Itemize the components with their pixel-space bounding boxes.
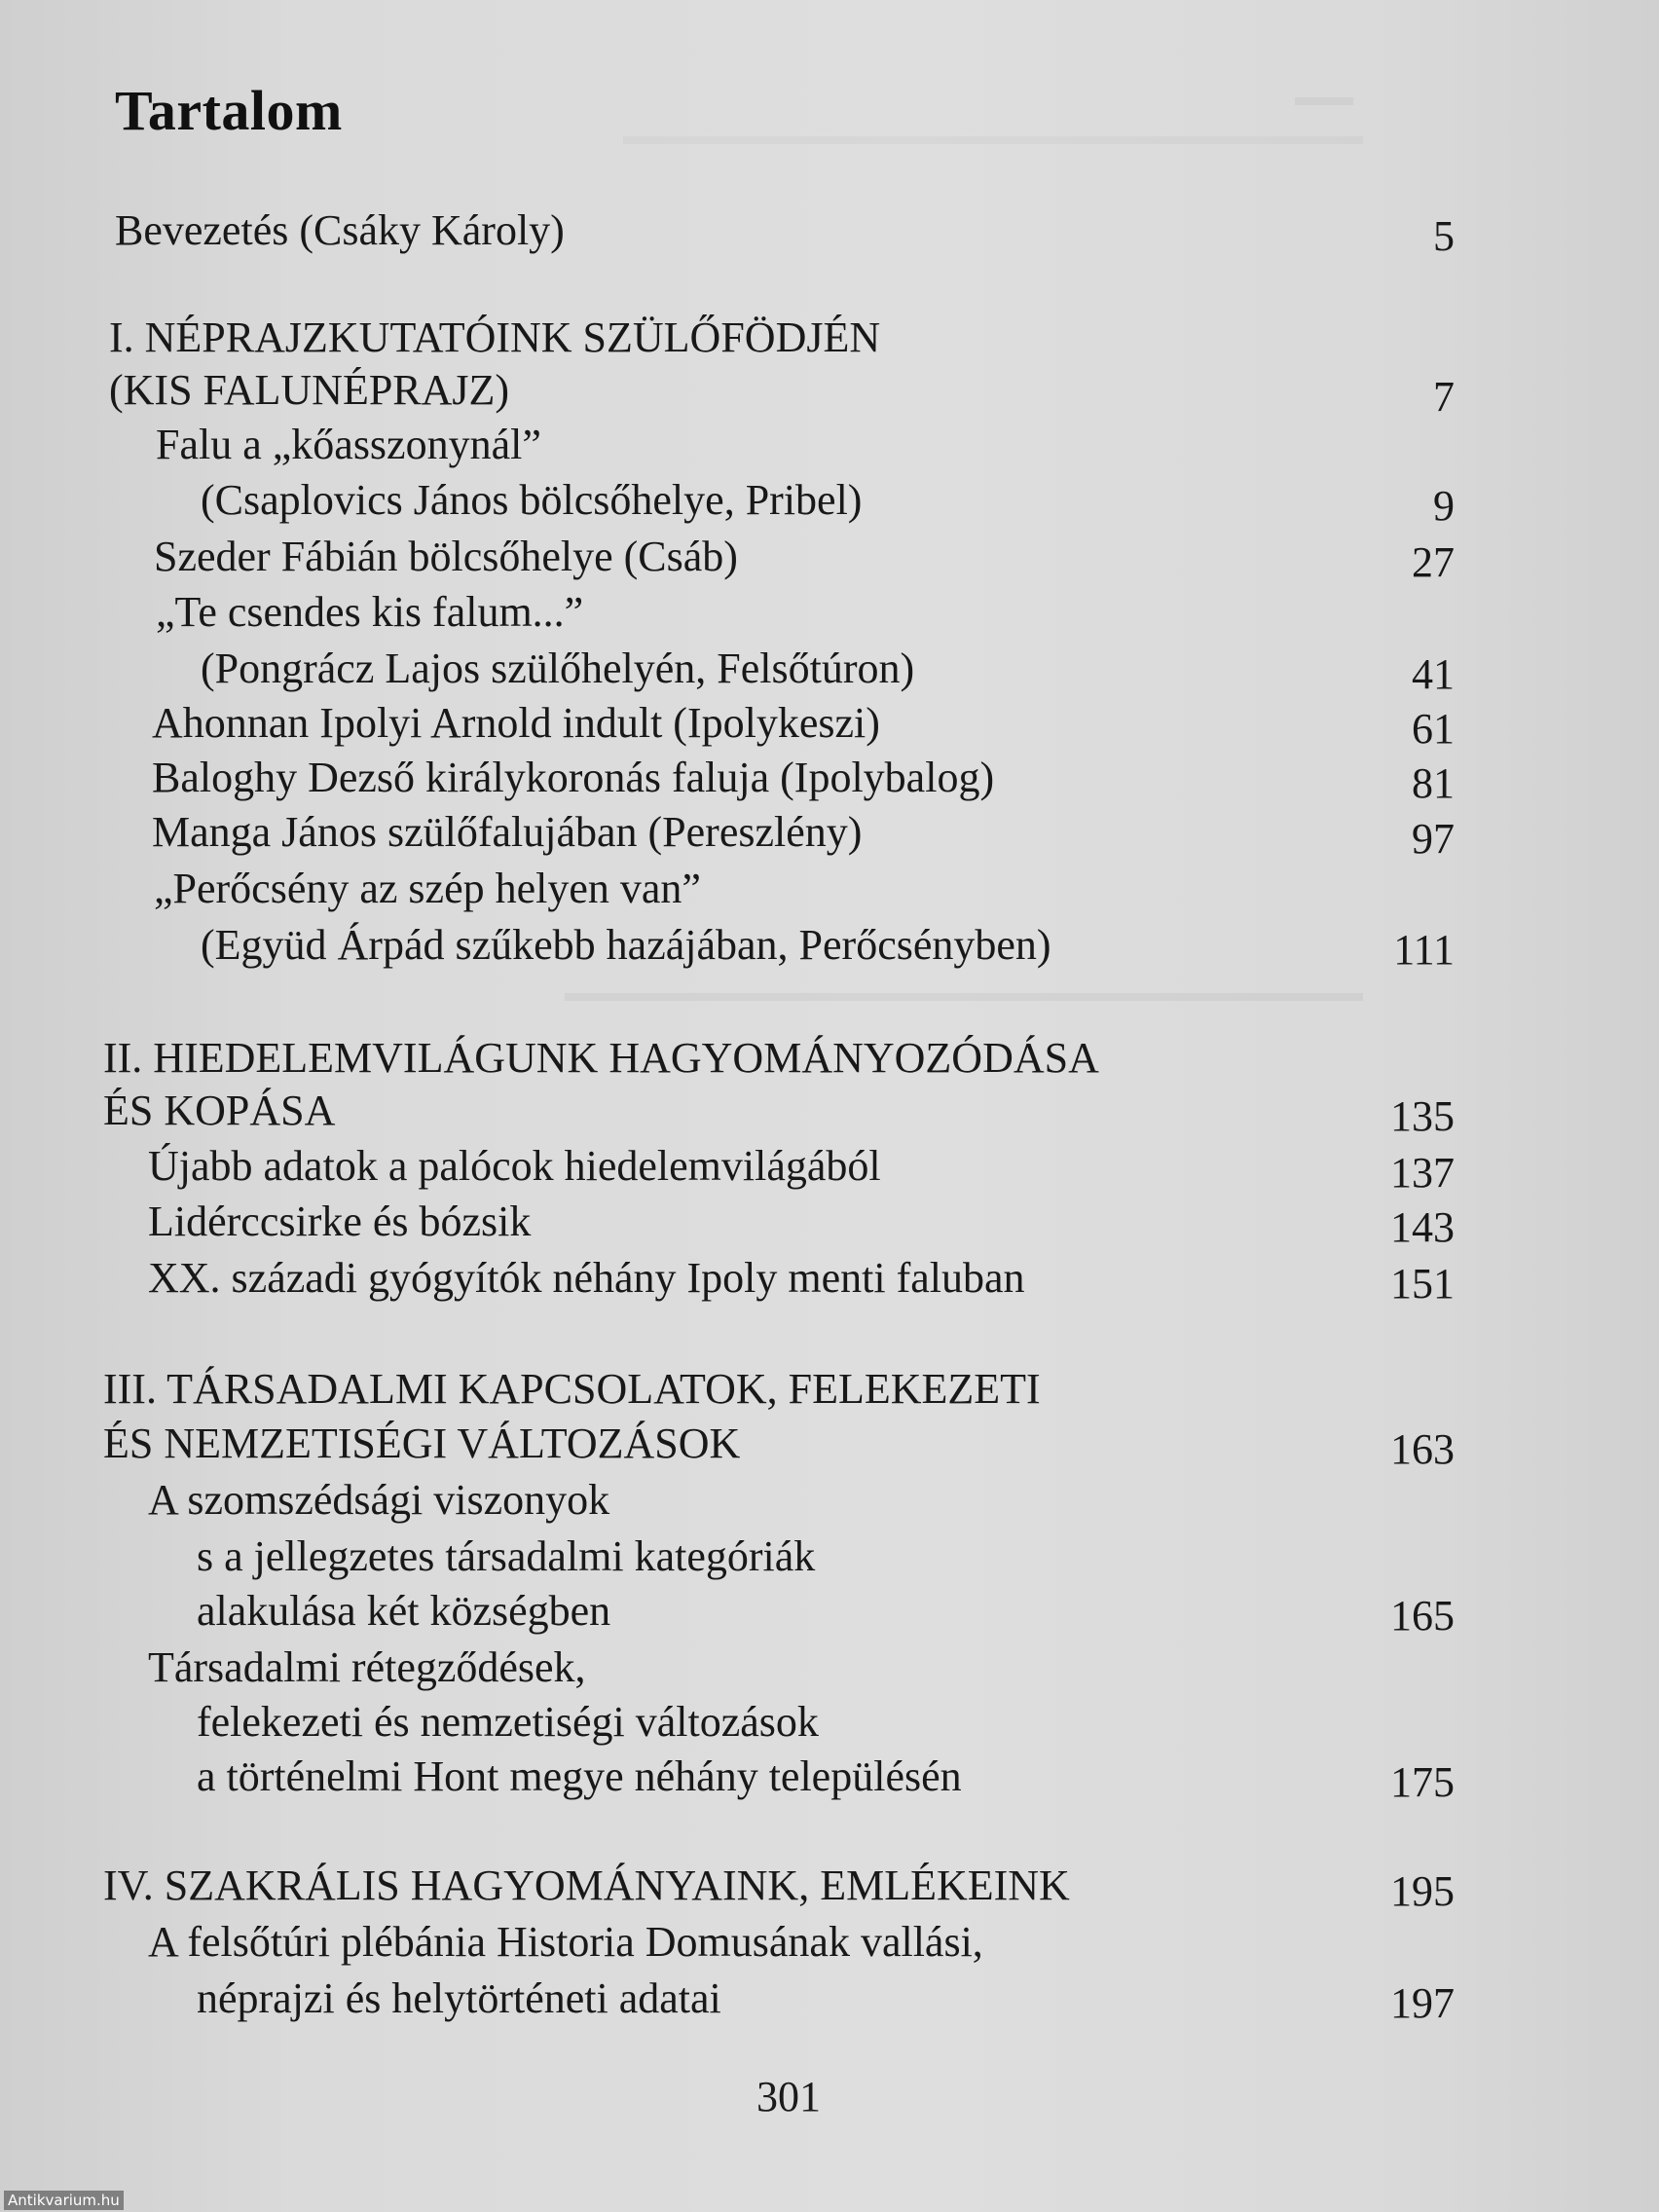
toc-section-heading: III. TÁRSADALMI KAPCSOLATOK, FELEKEZETI bbox=[103, 1365, 1041, 1413]
toc-entry-text: felekezeti és nemzetiségi változások bbox=[197, 1698, 819, 1746]
watermark: Antikvarium.hu bbox=[4, 2191, 124, 2210]
toc-entry-text: „Perőcsény az szép helyen van” bbox=[154, 865, 701, 912]
toc-entry-text: Ahonnan Ipolyi Arnold indult (Ipolykeszi) bbox=[152, 699, 880, 747]
toc-entry-page: 81 bbox=[1412, 759, 1455, 807]
toc-section-heading: (KIS FALUNÉPRAJZ) bbox=[109, 366, 510, 414]
toc-entry-text: A felsőtúri plébánia Historia Domusának vallási, bbox=[148, 1918, 983, 1966]
toc-entry-page: 111 bbox=[1393, 926, 1455, 974]
toc-entry-page: 5 bbox=[1433, 212, 1455, 260]
toc-entry-page: 137 bbox=[1390, 1149, 1455, 1197]
toc-entry-text: s a jellegzetes társadalmi kategóriák bbox=[197, 1532, 816, 1580]
toc-entry-text: XX. századi gyógyítók néhány Ipoly menti faluban bbox=[148, 1254, 1025, 1302]
toc-entry-text: Lidérccsirke és bózsik bbox=[148, 1198, 532, 1245]
toc-entry-text: Újabb adatok a palócok hiedelemvilágából bbox=[148, 1142, 881, 1190]
toc-entry-page: 195 bbox=[1390, 1867, 1455, 1915]
toc-entry-text: Baloghy Dezső királykoronás faluja (Ipolybalog) bbox=[152, 754, 995, 801]
toc-entry-text: alakulása két községben bbox=[197, 1587, 611, 1635]
toc-entry-page: 175 bbox=[1390, 1758, 1455, 1806]
toc-entry-text: A szomszédsági viszonyok bbox=[148, 1476, 610, 1524]
toc-section-heading: II. HIEDELEMVILÁGUNK HAGYOMÁNYOZÓDÁSA bbox=[103, 1034, 1099, 1082]
toc-entry-page: 41 bbox=[1412, 650, 1455, 698]
toc-entry-text: „Te csendes kis falum...” bbox=[156, 588, 584, 636]
toc-entry-page: 97 bbox=[1412, 815, 1455, 863]
toc-entry-page: 165 bbox=[1390, 1592, 1455, 1640]
toc-entry-text: Manga János szülőfalujában (Pereszlény) bbox=[152, 808, 863, 856]
toc-section-heading: ÉS NEMZETISÉGI VÁLTOZÁSOK bbox=[103, 1419, 741, 1467]
toc-section-heading: IV. SZAKRÁLIS HAGYOMÁNYAINK, EMLÉKEINK bbox=[103, 1862, 1070, 1909]
toc-entry-text: Bevezetés (Csáky Károly) bbox=[115, 206, 565, 254]
toc-entry-page: 27 bbox=[1412, 538, 1455, 586]
show-through-line bbox=[623, 136, 1363, 144]
toc-entry-page: 197 bbox=[1390, 1979, 1455, 2027]
toc-entry-text: (Pongrácz Lajos szülőhelyén, Felsőtúron) bbox=[201, 645, 915, 692]
toc-entry-text: Társadalmi rétegződések, bbox=[148, 1643, 586, 1691]
page-number: 301 bbox=[756, 2073, 821, 2120]
toc-entry-text: néprajzi és helytörténeti adatai bbox=[197, 1974, 721, 2022]
toc-entry-page: 7 bbox=[1433, 373, 1455, 421]
toc-entry-page: 143 bbox=[1390, 1203, 1455, 1251]
toc-entry-text: Szeder Fábián bölcsőhelye (Csáb) bbox=[154, 533, 738, 580]
show-through-line bbox=[1295, 97, 1353, 105]
toc-entry-text: Falu a „kőasszonynál” bbox=[156, 421, 541, 468]
toc-entry-text: (Együd Árpád szűkebb hazájában, Perőcsényben) bbox=[201, 921, 1051, 969]
toc-entry-text: (Csaplovics János bölcsőhelye, Pribel) bbox=[201, 476, 863, 524]
toc-entry-page: 163 bbox=[1390, 1425, 1455, 1473]
toc-entry-page: 9 bbox=[1433, 482, 1455, 530]
toc-entry-page: 151 bbox=[1390, 1260, 1455, 1308]
toc-entry-page: 135 bbox=[1390, 1092, 1455, 1140]
toc-title: Tartalom bbox=[115, 79, 343, 142]
toc-entry-text: a történelmi Hont megye néhány településén bbox=[197, 1752, 962, 1800]
show-through-line bbox=[565, 993, 1363, 1001]
toc-entry-page: 61 bbox=[1412, 705, 1455, 753]
toc-section-heading: I. NÉPRAJZKUTATÓINK SZÜLŐFÖDJÉN bbox=[109, 313, 881, 361]
toc-section-heading: ÉS KOPÁSA bbox=[103, 1087, 336, 1134]
